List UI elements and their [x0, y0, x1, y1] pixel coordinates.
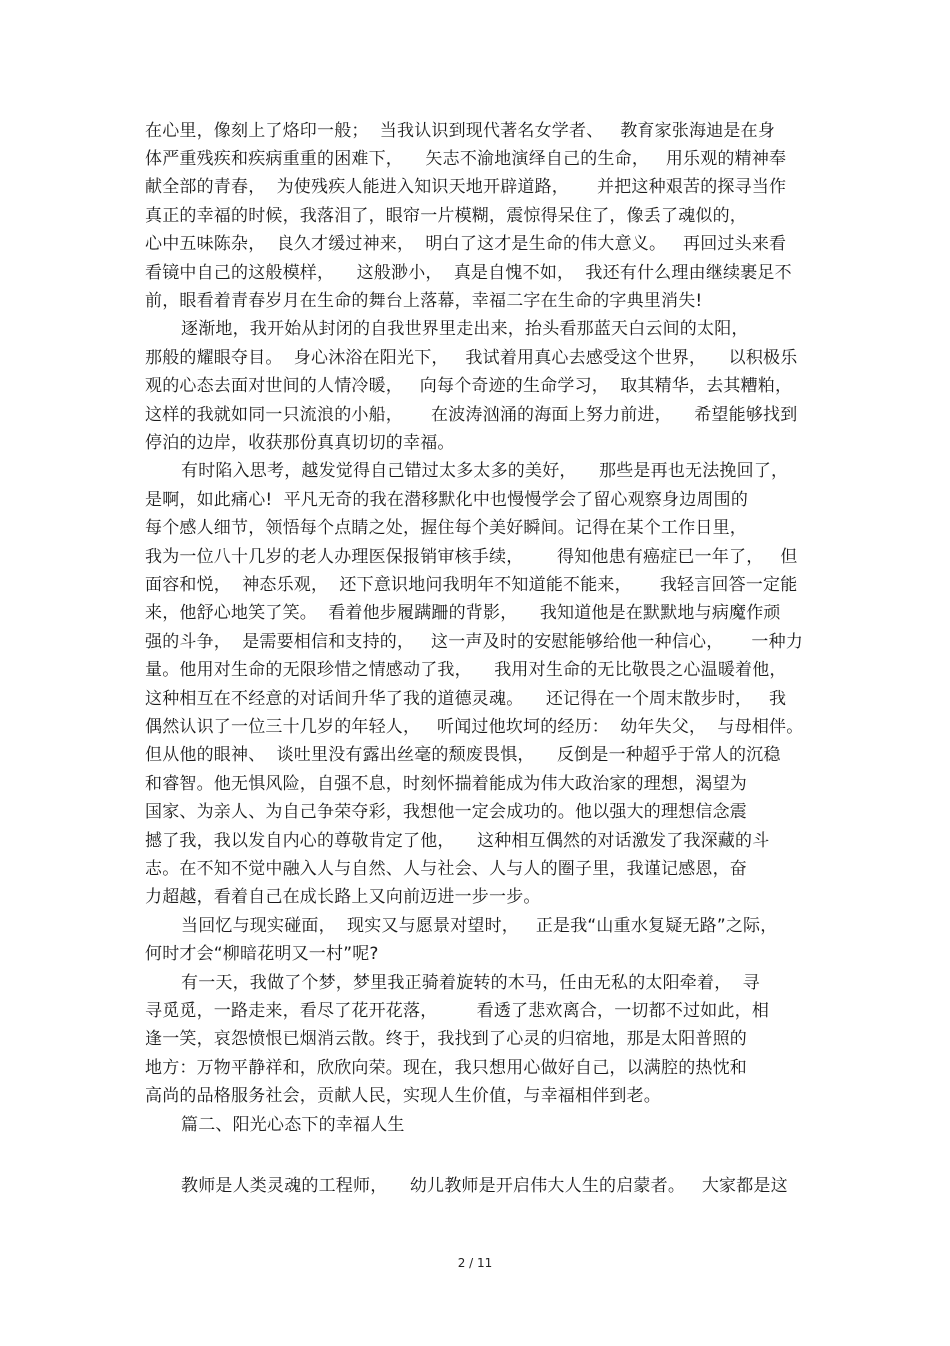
text-line: 这种相互在不经意的对话间升华了我的道德灵魂。 还记得在一个周末散步时， 我: [145, 689, 787, 709]
text-line: 和睿智。他无惧风险，自强不息，时刻怀揣着能成为伟大政治家的理想，渴望为: [145, 774, 747, 794]
text-line: 偶然认识了一位三十几岁的年轻人， 听闻过他坎坷的经历： 幼年失父， 与母相伴。: [145, 717, 804, 737]
text-line: 力超越，看着自己在成长路上又向前迈进一步一步。: [145, 887, 541, 907]
text-line: 来，他舒心地笑了笑。 看着他步履蹒跚的背影， 我知道他是在默默地与病魔作顽: [145, 603, 781, 623]
text-line: 真正的幸福的时候，我落泪了，眼帘一片模糊，震惊得呆住了，像丢了魂似的，: [145, 206, 747, 226]
text-line: 高尚的品格服务社会，贡献人民，实现人生价值，与幸福相伴到老。: [145, 1086, 661, 1106]
text-line: 体严重残疾和疾病重重的困难下， 矢志不渝地演绎自己的生命， 用乐观的精神奉: [145, 149, 787, 169]
text-line: 逢一笑，哀怨愤恨已烟消云散。终于，我找到了心灵的归宿地，那是太阳普照的: [145, 1029, 747, 1049]
section-heading: 篇二、阳光心态下的幸福人生: [181, 1115, 405, 1135]
text-line: 这样的我就如同一只流浪的小船， 在波涛汹涌的海面上努力前进， 希望能够找到: [145, 405, 798, 425]
text-line: 地方：万物平静祥和，欣欣向荣。现在，我只想用心做好自己，以满腔的热忱和: [145, 1058, 747, 1078]
text-line: 但从他的眼神、 谈吐里没有露出丝毫的颓废畏惧， 反倒是一种超乎于常人的沉稳: [145, 745, 781, 765]
text-line: 面容和悦， 神态乐观， 还下意识地问我明年不知道能不能来， 我轻言回答一定能: [145, 575, 798, 595]
text-line: 那般的耀眼夺目。 身心沐浴在阳光下， 我试着用真心去感受这个世界， 以积极乐: [145, 348, 798, 368]
text-line: 国家、为亲人、为自己争荣夺彩，我想他一定会成功的。他以强大的理想信念震: [145, 802, 747, 822]
text-line: 心中五味陈杂， 良久才缓过神来， 明白了这才是生命的伟大意义。 再回过头来看: [145, 234, 787, 254]
text-line: 志。在不知不觉中融入人与自然、人与社会、人与人的圈子里，我谨记感恩，奋: [145, 859, 747, 879]
text-line: 寻觅觅，一路走来，看尽了花开花落， 看透了悲欢离合，一切都不过如此，相: [145, 1001, 770, 1021]
text-line: 量。他用对生命的无限珍惜之情感动了我， 我用对生命的无比敬畏之心温暖着他，: [145, 660, 787, 680]
paragraph-start-line: 逐渐地，我开始从封闭的自我世界里走出来，抬头看那蓝天白云间的太阳，: [181, 319, 749, 339]
text-line: 我为一位八十几岁的老人办理医保报销审核手续， 得知他患有癌症已一年了， 但: [145, 547, 798, 567]
page-number: 2 / 11: [457, 1256, 493, 1270]
text-line: 每个感人细节，领悟每个点睛之处，握住每个美好瞬间。记得在某个工作日里，: [145, 518, 747, 538]
text-line: 强的斗争， 是需要相信和支持的， 这一声及时的安慰能够给他一种信心， 一种力: [145, 632, 804, 652]
text-line: 看镜中自己的这般模样， 这般渺小， 真是自愧不如， 我还有什么理由继续裹足不: [145, 263, 792, 283]
text-line: 停泊的边岸，收获那份真真切切的幸福。: [145, 433, 455, 453]
paragraph-start-line: 当回忆与现实碰面， 现实又与愿景对望时， 正是我“山重水复疑无路”之际，: [181, 916, 778, 936]
text-line: 撼了我，我以发自内心的尊敬肯定了他， 这种相互偶然的对话激发了我深藏的斗: [145, 831, 770, 851]
text-line: 前，眼看着青春岁月在生命的舞台上落幕，幸福二字在生命的字典里消失!: [145, 291, 703, 311]
text-line: 观的心态去面对世间的人情冷暖， 向每个奇迹的生命学习， 取其精华，去其糟粕，: [145, 376, 793, 396]
text-line: 献全部的青春， 为使残疾人能进入知识天地开辟道路， 并把这种艰苦的探寻当作: [145, 177, 787, 197]
text-line: 是啊，如此痛心! 平凡无奇的我在潜移默化中也慢慢学会了留心观察身边周围的: [145, 490, 749, 510]
paragraph-start-line: 有一天，我做了个梦，梦里我正骑着旋转的木马，任由无私的太阳牵着， 寻: [181, 973, 760, 993]
text-line: 何时才会“柳暗花明又一村”呢?: [145, 944, 379, 964]
text-line: 在心里，像刻上了烙印一般； 当我认识到现代著名女学者、 教育家张海迪是在身: [145, 121, 776, 141]
paragraph-start-line: 有时陷入思考，越发觉得自己错过太多太多的美好， 那些是再也无法挽回了，: [181, 461, 789, 481]
paragraph-start-line: 教师是人类灵魂的工程师， 幼儿教师是开启伟大人生的启蒙者。 大家都是这: [181, 1176, 788, 1196]
